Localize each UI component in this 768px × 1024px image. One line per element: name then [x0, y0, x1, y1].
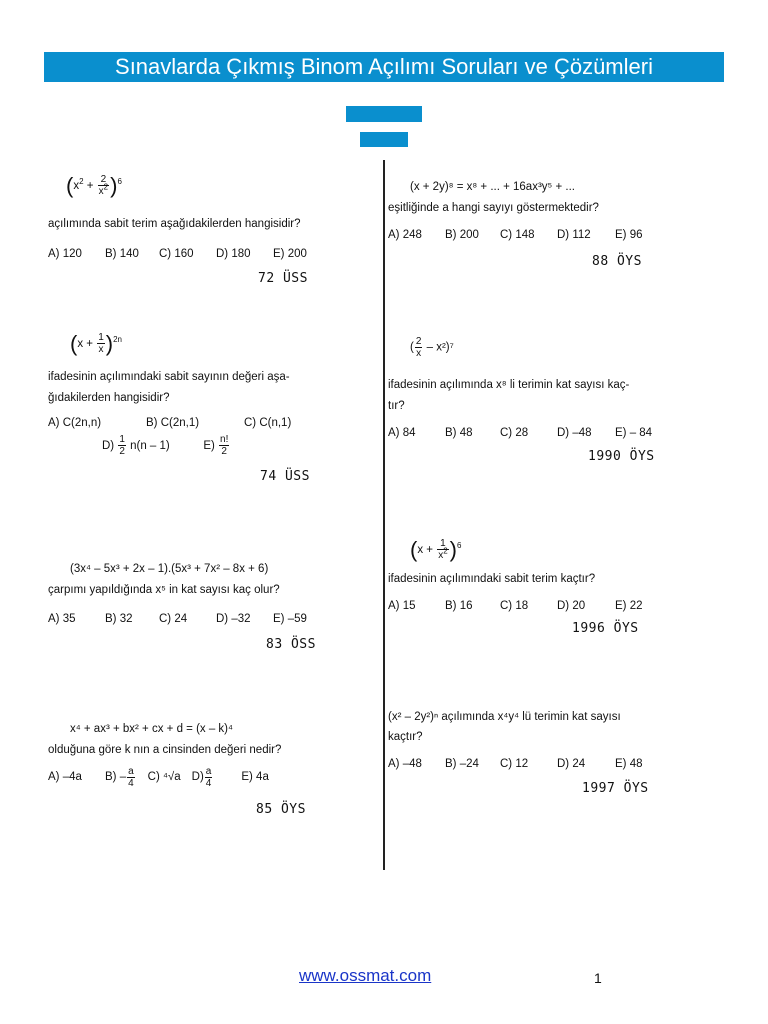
question-5-text: eşitliğinde a hangi sayıyı göstermektedir? [388, 202, 599, 214]
question-7-options: A) 15 B) 16 C) 18 D) 20 E) 22 [388, 600, 643, 612]
question-6-text-line1: ifadesinin açılımında x⁸ li terimin kat sayısı kaç- [388, 379, 630, 391]
source-tag: 74 ÜSS [260, 469, 310, 484]
question-1-expression: ($x^2$ + $\frac{2}{x^2}$ )$^6$ [66, 173, 122, 198]
question-8-text: kaçtır? [388, 731, 423, 743]
question-3-text: çarpımı yapıldığında x⁵ in kat sayısı kaç olur? [48, 584, 280, 596]
source-tag: 72 ÜSS [258, 271, 308, 286]
question-1-text: açılımında sabit terim aşağıdakilerden hangisidir? [48, 218, 301, 230]
question-2-text-line2: ğıdakilerden hangisidir? [48, 392, 170, 404]
question-7-expression: (x + $\frac{1}{x^2}$ )$^6$ [410, 537, 462, 562]
source-tag: 1996 ÖYS [572, 621, 639, 636]
column-divider [383, 160, 385, 870]
question-6-expression: ( $\frac{2}{x}$ – x²)⁷ [410, 336, 454, 359]
question-2-expression: (x + $\frac{1}{x}$ )$^{2n}$ [70, 331, 122, 356]
question-6-options: A) 84 B) 48 C) 28 D) –48 E) – 84 [388, 427, 653, 439]
question-8-options: A) –48 B) –24 C) 12 D) 24 E) 48 [388, 758, 643, 770]
question-4-expression: x⁴ + ax³ + bx² + cx + d = (x – k)⁴ [70, 723, 233, 735]
question-7-text: ifadesinin açılımındaki sabit terim kaçtır? [388, 573, 596, 585]
source-tag: 1997 ÖYS [582, 781, 649, 796]
source-tag: 85 ÖYS [256, 802, 306, 817]
question-4-text: olduğuna göre k nın a cinsinden değeri nedir? [48, 744, 282, 756]
page-title: Sınavlarda Çıkmış Binom Açılımı Soruları ve Çözümleri [44, 52, 724, 82]
question-2-options-row1: A) C(2n,n) B) C(2n,1) C) C(n,1) [48, 417, 292, 429]
source-tag: 83 ÖSS [266, 637, 316, 652]
question-2-text-line1: ifadesinin açılımındaki sabit sayının değeri aşa- [48, 371, 290, 383]
source-tag: 1990 ÖYS [588, 449, 655, 464]
question-6-text-line2: tır? [388, 400, 405, 412]
accent-block-top [346, 106, 422, 122]
question-1-options: A) 120 B) 140 C) 160 D) 180 E) 200 [48, 248, 307, 260]
website-link[interactable]: www.ossmat.com [299, 966, 432, 985]
question-5-options: A) 248 B) 200 C) 148 D) 112 E) 96 [388, 229, 643, 241]
question-2-options-row2: D) $\frac{1}{2}$ n(n – 1) E) $\frac{n!}{2}$ [102, 434, 229, 457]
question-8-expression: (x² – 2y²)ⁿ açılımında x⁴y⁴ lü terimin kat sayısı [388, 711, 621, 723]
source-tag: 88 ÖYS [592, 254, 642, 269]
question-4-options: A) –4a B) – $\frac{a}{4}$ C) ⁴√a D) $\frac{a}{4}$ E) 4a [48, 766, 269, 789]
question-3-options: A) 35 B) 32 C) 24 D) –32 E) –59 [48, 613, 307, 625]
question-5-expression: (x + 2y)⁸ = x⁸ + ... + 16ax³y⁵ + ... [410, 181, 575, 193]
page-number: 1 [594, 970, 602, 986]
question-3-expression: (3x⁴ – 5x³ + 2x – 1).(5x³ + 7x² – 8x + 6) [70, 563, 269, 575]
accent-block-bottom [360, 132, 408, 147]
